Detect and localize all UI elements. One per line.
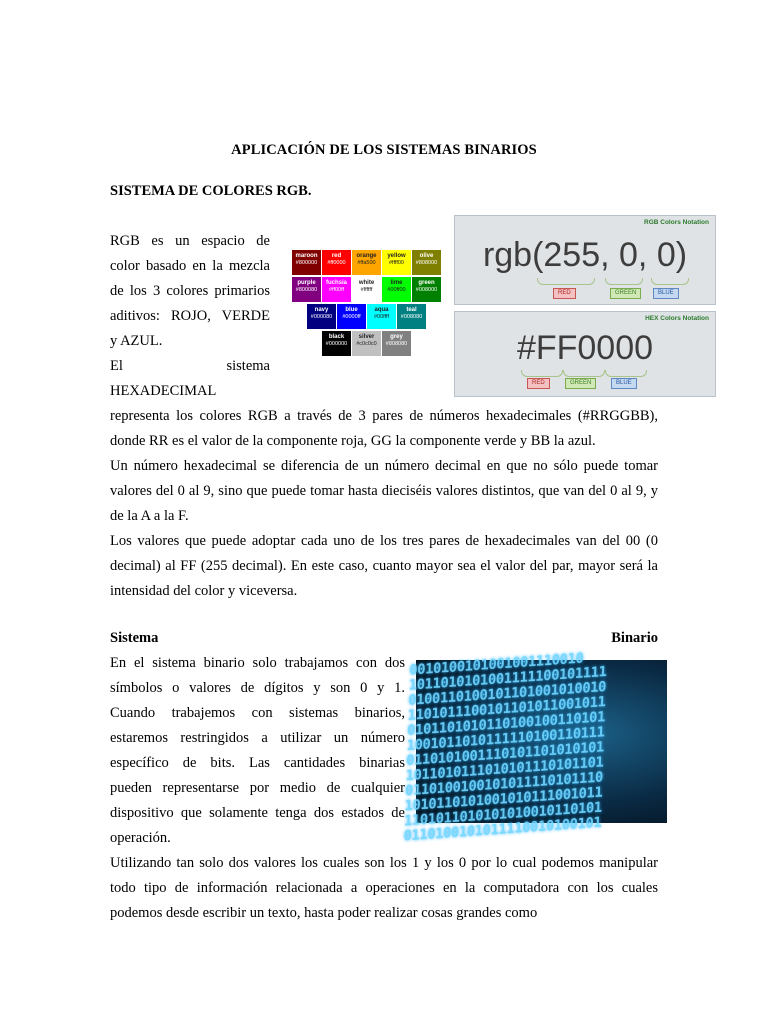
intro-line: específico de bits. Las cantidades binarias	[110, 755, 405, 771]
rgb-panel-caption: RGB Colors Notation	[644, 219, 709, 226]
intro-line: color basado en la mezcla	[110, 258, 270, 274]
page-title: APLICACIÓN DE LOS SISTEMAS BINARIOS	[231, 142, 537, 158]
swatch-name: teal	[406, 307, 417, 313]
color-swatch-aqua	[367, 304, 396, 329]
color-swatch-yellow	[382, 250, 411, 275]
swatch-name: red	[331, 253, 342, 259]
green-tag: GREEN	[565, 378, 596, 389]
green-brace	[563, 370, 605, 377]
color-swatch-navy	[307, 304, 336, 329]
swatch-name: navy	[314, 307, 329, 313]
blue-brace	[605, 370, 647, 377]
color-swatch-green	[412, 277, 441, 302]
swatch-hex: #808080	[385, 341, 408, 347]
color-swatch-grey	[382, 331, 411, 356]
blue-tag: BLUE	[611, 378, 637, 389]
intro-line: HEXADECIMAL	[110, 383, 217, 399]
hex-notation-value: #FF0000	[516, 329, 654, 367]
swatch-hex: #c0c0c0	[356, 341, 377, 347]
binary-code-image	[403, 650, 667, 845]
color-swatch-silver	[352, 331, 381, 356]
swatch-hex: #ffff00	[389, 260, 404, 266]
color-swatch-olive	[412, 250, 441, 275]
swatch-hex: #ff0000	[327, 260, 346, 266]
intro-line: aditivos: ROJO, VERDE	[110, 308, 270, 324]
swatch-name: maroon	[295, 253, 318, 259]
swatch-hex: #800080	[295, 287, 318, 293]
color-swatch-black	[322, 331, 351, 356]
swatch-hex: #0000ff	[342, 314, 361, 320]
paragraph: representa los colores RGB a través de 3 pares de números hexadecimales (#RRGGBB), donde RR es el valor de la componente roja, GG la componente verde y BB la azul.	[110, 408, 658, 449]
color-swatch-purple	[292, 277, 321, 302]
swatch-hex: #008000	[415, 287, 438, 293]
intro-line: de los 3 colores primarios	[110, 283, 270, 299]
rgb-notation-panel	[454, 215, 716, 305]
paragraph: Un número hexadecimal se diferencia de un número decimal en que no sólo puede tomar valores del 0 al 9, sino que puede tomar hasta dieciséis valores distintos, que van del 0 al 9, y de la A a la F.	[110, 458, 658, 524]
swatch-hex: #808000	[415, 260, 438, 266]
intro-line: operación.	[110, 830, 171, 846]
intro-line: pueden representarse por medio de cualquier	[110, 780, 405, 796]
red-brace	[521, 370, 563, 377]
heading-left: Sistema	[110, 630, 159, 646]
hex-panel-caption: HEX Colors Notation	[645, 315, 709, 322]
swatch-name: blue	[345, 307, 358, 313]
color-swatch-grid	[292, 250, 442, 360]
green-brace	[605, 278, 643, 285]
rgb-intro-text	[110, 229, 270, 404]
rgb-section-heading: SISTEMA DE COLORES RGB.	[110, 183, 312, 199]
swatch-hex: #000080	[310, 314, 333, 320]
red-tag: RED	[553, 288, 576, 299]
swatch-hex: #00ff00	[387, 287, 406, 293]
swatch-name: grey	[390, 334, 403, 340]
heading-right: Binario	[611, 630, 658, 646]
green-tag: GREEN	[610, 288, 641, 299]
intro-line: símbolos o valores de dígitos y son 0 y 1.	[110, 680, 405, 696]
color-swatch-lime	[382, 277, 411, 302]
binary-section-heading	[110, 630, 658, 647]
color-swatch-orange	[352, 250, 381, 275]
color-swatch-maroon	[292, 250, 321, 275]
binary-digits-pattern: 0010100101001001110010 1011010101001111100101111 0100110100101101001010010 1101011100101101011001011 0101101010110100100110101 1001011010111110100110111 0110101001110101101010101 1011010111010101110101101 0110100100101011110101110 1010110101001010111001011 1101011010101010010110101 0110100101011110010100101	[403, 650, 607, 845]
red-tag: RED	[527, 378, 550, 389]
intro-line: En el sistema binario solo trabajamos con dos	[110, 655, 405, 671]
swatch-name: white	[358, 280, 375, 286]
color-swatch-teal	[397, 304, 426, 329]
intro-line: El sistema	[110, 358, 270, 374]
rgb-body-text	[110, 404, 658, 604]
paragraph: Los valores que puede adoptar cada uno de los tres pares de hexadecimales van del 00 (0 decimal) al FF (255 decimal). En este caso, cuanto mayor sea el valor del par, mayor será la intensidad del color y viceversa.	[110, 533, 658, 599]
swatch-name: green	[418, 280, 435, 286]
color-swatch-fuchsia	[322, 277, 351, 302]
color-swatch-blue	[337, 304, 366, 329]
red-brace	[537, 278, 595, 285]
swatch-name: yellow	[387, 253, 406, 259]
paragraph: Utilizando tan solo dos valores los cuales son los 1 y los 0 por lo cual podemos manipular todo tipo de información relacionada a operaciones en la computadora con los cuales podemos desde escribir un texto, hasta poder realizar cosas grandes como	[110, 855, 658, 921]
intro-line: y AZUL.	[110, 333, 163, 349]
swatch-hex: #008080	[400, 314, 423, 320]
intro-line: RGB es un espacio de	[110, 233, 270, 249]
color-swatch-red	[322, 250, 351, 275]
rgb-notation-value: rgb(255, 0, 0)	[482, 236, 688, 274]
color-swatch-white	[352, 277, 381, 302]
binary-intro-text	[110, 651, 405, 851]
swatch-hex: #000000	[325, 341, 348, 347]
intro-line: Cuando trabajemos con sistemas binarios,	[110, 705, 405, 721]
binary-body-text	[110, 851, 658, 926]
blue-tag: BLUE	[653, 288, 679, 299]
intro-line: estaremos restringidos a utilizar un número	[110, 730, 405, 746]
swatch-name: purple	[297, 280, 316, 286]
intro-line: dispositivo que solamente tenga dos estados de	[110, 805, 405, 821]
swatch-name: black	[328, 334, 345, 340]
hex-notation-panel	[454, 311, 716, 397]
swatch-hex: #800000	[295, 260, 318, 266]
swatch-name: fuchsia	[325, 280, 347, 286]
swatch-hex: #ffffff	[360, 287, 373, 293]
swatch-name: aqua	[374, 307, 389, 313]
swatch-hex: #ff00ff	[328, 287, 345, 293]
swatch-name: olive	[419, 253, 434, 259]
blue-brace	[651, 278, 689, 285]
swatch-hex: #00ffff	[374, 314, 389, 320]
swatch-name: orange	[356, 253, 377, 259]
swatch-name: lime	[390, 280, 403, 286]
swatch-hex: #ffa500	[357, 260, 376, 266]
swatch-name: silver	[358, 334, 375, 340]
